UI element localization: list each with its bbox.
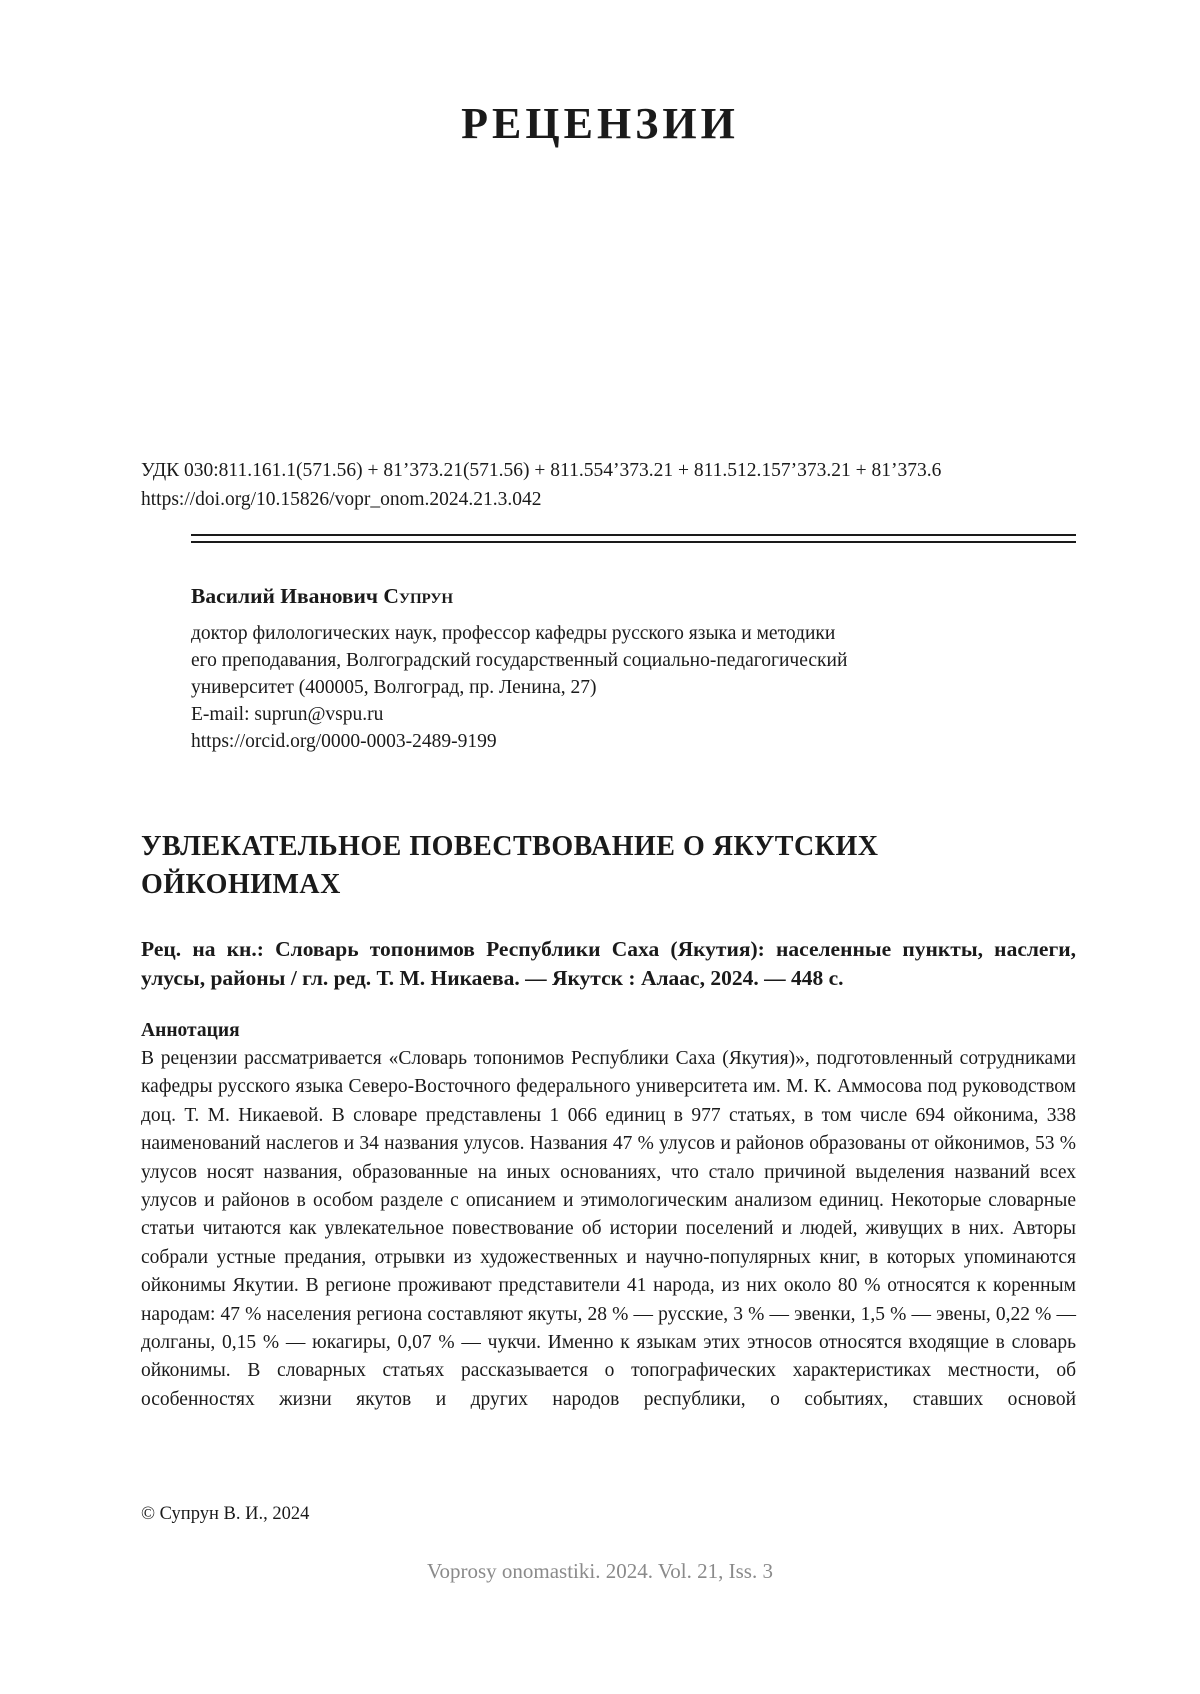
- double-rule-top: [191, 534, 1076, 536]
- affiliation-line: доктор филологических наук, профессор кафедры русского языка и методики: [191, 620, 1076, 647]
- article-title: УВЛЕКАТЕЛЬНОЕ ПОВЕСТВОВАНИЕ О ЯКУТСКИХ ОЙКОНИМАХ: [141, 828, 1076, 904]
- abstract-label: Аннотация: [141, 1017, 1076, 1045]
- author-block: [191, 581, 1076, 755]
- affiliation-line: его преподавания, Волгоградский государственный социально-педагогический: [191, 647, 1076, 674]
- article-meta: [141, 456, 941, 514]
- doi-link[interactable]: https://doi.org/10.15826/vopr_onom.2024.21.3.042: [141, 485, 941, 514]
- author-orcid[interactable]: https://orcid.org/0000-0003-2489-9199: [191, 728, 1076, 755]
- copyright-note: © Супрун В. И., 2024: [141, 1502, 309, 1526]
- abstract-text: В рецензии рассматривается «Словарь топонимов Республики Саха (Якутия)», подготовленный сотрудниками кафедры русского языка Северо-Восточного федерального университета им. М. К. Аммосова под руководством доц. Т. М. Никаевой. В словаре представлены 1 066 единиц в 977 статьях, в том числе 694 ойконима, 338 наименований наслегов и 34 названия улусов. Названия 47 % улусов и районов образованы от ойконимов, 53 % улусов носят названия, образованные на иных основаниях, что стало причиной выделения названий всех улусов и районов в особом разделе с описанием и этимологическим анализом единиц. Некоторые словарные статьи читаются как увлекательное повествование об истории поселений и людей, живущих в них. Авторы собрали устные предания, отрывки из художественных и научно-популярных книг, в которых упоминаются ойконимы Якутии. В регионе проживают представители 41 народа, из них около 80 % относятся к коренным народам: 47 % населения региона составляют якуты, 28 % — русские, 3 % — эвенки, 1,5 % — эвены, 0,22 % — долганы, 0,15 % — юкагиры, 0,07 % — чукчи. Именно к языкам этих этносов относятся входящие в словарь ойконимы. В словарных статьях рассказывается о топографических характеристиках местности, об особенностях жизни якутов и других народов республики, о событиях, ставших основой: [141, 1045, 1076, 1414]
- double-rule-bottom: [191, 541, 1076, 543]
- author-name: [191, 581, 1076, 611]
- affiliation-line: университет (400005, Волгоград, пр. Ленина, 27): [191, 674, 1076, 701]
- reviewed-book-reference: Рец. на кн.: Словарь топонимов Республики Саха (Якутия): населенные пункты, наслеги, улусы, районы / гл. ред. Т. М. Никаева. — Якутск : Алаас, 2024. — 448 с.: [141, 935, 1076, 993]
- udc-code: УДК 030:811.161.1(571.56) + 81’373.21(571.56) + 811.554’373.21 + 811.512.157’373.21 + 81’373.6: [141, 456, 941, 485]
- author-email[interactable]: E-mail: suprun@vspu.ru: [191, 701, 1076, 728]
- abstract: [141, 1017, 1076, 1414]
- author-first-names: Василий Иванович: [191, 584, 378, 608]
- running-footer: Voprosy onomastiki. 2024. Vol. 21, Iss. 3: [0, 1558, 1200, 1584]
- author-surname: Супрун: [383, 584, 453, 608]
- author-details: [191, 620, 1076, 755]
- section-heading: РЕЦЕНЗИИ: [0, 102, 1200, 146]
- page: [0, 0, 1200, 1694]
